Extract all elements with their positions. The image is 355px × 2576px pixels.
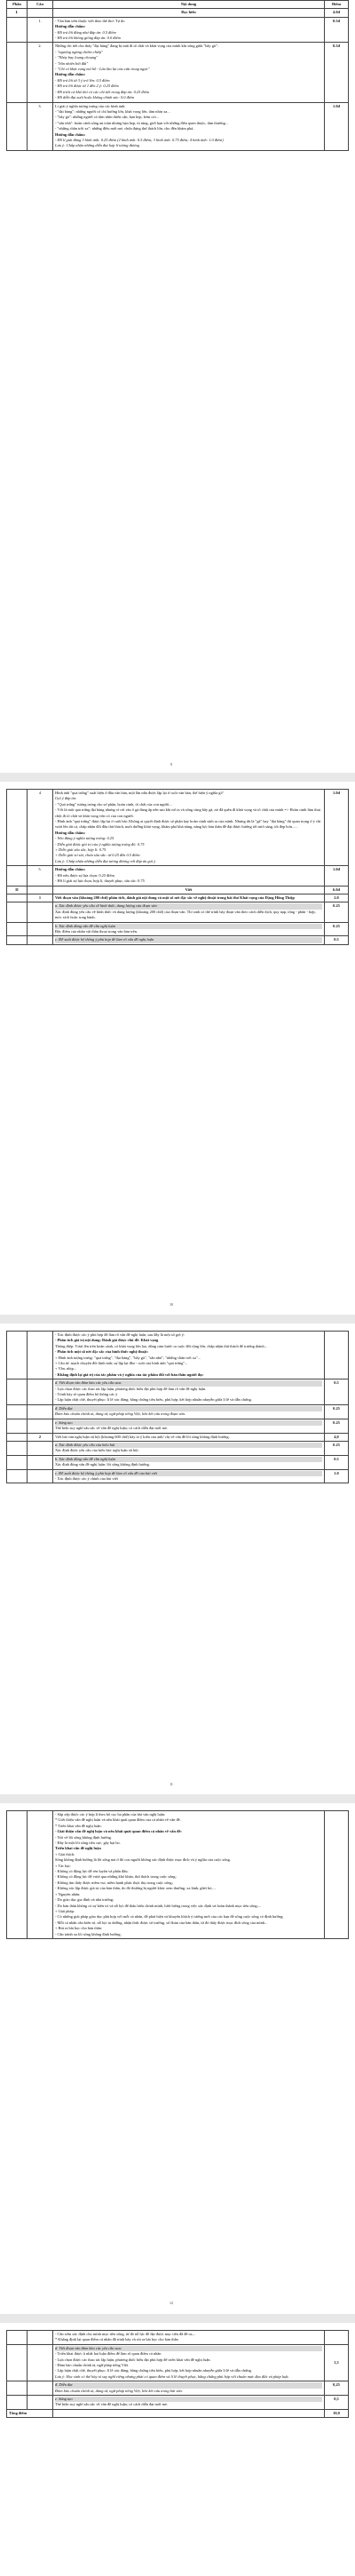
criterion-content bbox=[53, 1441, 325, 1455]
criterion-row bbox=[7, 1419, 349, 1433]
criterion-detail: - Trình bày rõ quan điểm hệ thống các ý bbox=[55, 1392, 118, 1397]
criterion-detail: - Lập luận chặt chẽ, thuyết phục: lí lẽ xác đáng; bằng chứng tiêu biểu, phù hợp; kết hợp nhuần nhuyễn giữa lí lẽ và dẫn chứng. bbox=[55, 2368, 252, 2373]
criterion-detail: Đặc điểm của nhân vật thần thoại trong văn bản trên. bbox=[55, 928, 138, 934]
answer-line: Lí giải ý nghĩa tượng trưng của các hình ảnh: bbox=[55, 103, 126, 108]
answer-line: Hình ảnh "quả trứng" xuất hiện ở đầu văn bản, một lần nữa được lặp lại ở cuối văn bản, thể hiện ý nghĩa gì? bbox=[55, 791, 224, 795]
criterion-title: e. Sáng tạo bbox=[55, 1420, 322, 1426]
outline-line: + Tác hại: bbox=[55, 1863, 71, 1868]
page-3 bbox=[0, 1324, 355, 1794]
answer-line: - "những chân trời xa": những điều mới mẻ, chứa đựng thử thách lớn, cho đến khám phá.. bbox=[55, 126, 195, 131]
outline-line: * Khẳng định lại quan điểm cá nhân đã trình bày và rút ra bài học cho bản thân bbox=[55, 2337, 178, 2342]
question-content bbox=[53, 102, 325, 150]
total-row bbox=[7, 2409, 349, 2417]
question-content bbox=[53, 790, 325, 866]
criterion-content bbox=[53, 902, 325, 922]
guide-title: Hướng dẫn chấm: bbox=[55, 24, 86, 29]
criterion-score: 0.25 bbox=[325, 922, 349, 936]
criterion-content bbox=[53, 1404, 325, 1419]
page-number: 12 bbox=[170, 2301, 173, 2305]
page-number: 11 bbox=[170, 1782, 173, 1786]
criterion-score: 0.5 bbox=[325, 1379, 349, 1405]
question-number: 5. bbox=[28, 866, 53, 886]
question-row bbox=[7, 790, 349, 866]
question-score: 1.0đ bbox=[325, 790, 349, 866]
guide-line: + Diễn giải sơ sài, chưa sâu sắc: từ 0.25 đến 0.5 điểm bbox=[55, 853, 140, 858]
criterion-score: 0.25 bbox=[325, 902, 349, 922]
question-score: 0.5đ bbox=[325, 17, 349, 43]
criterion-detail: - Lựa chọn được các thao tác lập luận, phương thức biểu đạt phù hợp để làm rõ vấn đề nghị luận. bbox=[55, 1386, 207, 1391]
question-number: 4 bbox=[28, 790, 53, 866]
criterion-note: Lưu ý: Học sinh có thể bày tỏ suy nghĩ riêng nhưng phải có quan điểm và lí lẽ thuyết phục, bằng chứng phù hợp với chuẩn mực đạo đức và pháp luật. bbox=[55, 2373, 289, 2379]
criterion-detail: Thể hiện suy nghĩ sâu sắc về vấn đề nghị luận; có cách diễn đạt mới mẻ. bbox=[55, 1426, 169, 1431]
outline-line: - Giải thiệu vấn đề nghị luận và nêu khái quát quan điểm cá nhân về vấn đề: bbox=[55, 1829, 182, 1834]
criterion-score: 0.25 bbox=[325, 1419, 349, 1433]
question-score: 0.5đ bbox=[325, 43, 349, 102]
outline-line: - Cần sớm xác định cho mình mục tiêu sống, từ đó nỗ lực để đạt được mục tiêu đã đề ra;... bbox=[55, 2332, 196, 2336]
criterion-content bbox=[53, 1455, 325, 1469]
guide-title: Hướng dẫn chấm: bbox=[55, 867, 86, 872]
criterion-score: 0,5 bbox=[325, 2396, 349, 2410]
question-row bbox=[7, 1433, 349, 1441]
criterion-detail: Xác định đúng vấn đề nghị luận: lối sống không định hướng. bbox=[55, 1462, 150, 1467]
criterion-row bbox=[7, 1379, 349, 1405]
guide-line: - HS trả lời từ 3 ý trở lên: 0.5 điểm bbox=[55, 77, 110, 83]
section-part: II bbox=[7, 886, 28, 894]
guide-line: + Diễn giải sâu sắc, hợp lí: 0.75 bbox=[55, 847, 106, 853]
outline-line: - Khẳng định lại giá trị của tác phẩm và ý nghĩa của tác phẩm đối với bản thân người đọc bbox=[55, 1371, 204, 1377]
answer-line: Những chi tiết cho thấy "đại hàng" đang bị mất đi tố chất và khát vọng của mình khi sống giữa "bầy gà": bbox=[55, 44, 218, 49]
section-row bbox=[7, 9, 349, 17]
outline-line: + Giải thích: bbox=[55, 1851, 75, 1856]
guide-line: Lưu ý: Chấp nhận những diễn đạt tương đương với đáp án gợi ý bbox=[55, 858, 156, 863]
question-content bbox=[53, 17, 325, 43]
criterion-detail: Xác định đúng yêu cầu về hình thức và dung lượng (khoảng 200 chữ) của đoạn văn. Thí sinh có thể trình bày đoạn văn theo cách diễn dịch, quy nạp, tổng - phân - hợp, móc xích hoặc song hành. bbox=[55, 909, 316, 920]
section-title: Viết bbox=[53, 886, 325, 894]
guide-title: Hướng dẫn chấm: bbox=[55, 131, 86, 137]
total-label: Tổng điểm bbox=[7, 2409, 53, 2417]
criterion-row bbox=[7, 1455, 349, 1469]
outline-line: - Không xác lập được giá trị của bản thân, do đó thường bị người khác xem thường, xa lánh, ghét bỏ;... bbox=[55, 1886, 216, 1891]
criterion-content bbox=[53, 1469, 325, 1483]
page-2 bbox=[0, 782, 355, 1315]
answer-line: - "Nhảy bay loạng choạng" bbox=[55, 55, 99, 60]
criterion-detail: - Xác định được các ý chính của bài viết bbox=[55, 1475, 118, 1481]
outline-line: - Không có động lực để vượt qua những khó khăn, thử thách trong cuộc sống; bbox=[55, 1874, 177, 1880]
criterion-row bbox=[7, 936, 349, 944]
answer-line: - "ngượng ngùng chiêm chiếp" bbox=[55, 49, 104, 54]
answer-line: - "Chỉ có khát vọng mơ hồ - Lâu lâu lại của cửa trong ngực" bbox=[55, 67, 150, 72]
criterion-content bbox=[53, 2381, 325, 2396]
answer-line: Gợi ý đáp án: bbox=[55, 796, 77, 801]
criterion-content bbox=[53, 1332, 325, 1379]
criterion-content bbox=[53, 922, 325, 936]
score-table bbox=[6, 2330, 349, 2418]
section-score: 4.0đ bbox=[325, 9, 349, 17]
table-header bbox=[7, 1, 349, 9]
criterion-detail: - Đảm bảo chuẩn chính tả, ngữ pháp tiếng Việt. bbox=[55, 2363, 130, 2368]
guide-line: - HS lí giải sự lựa chọn, hợp lí, thuyết phục, sâu sắc: 0.75 bbox=[55, 879, 145, 884]
section-part: I. bbox=[7, 9, 28, 17]
criterion-row bbox=[7, 2396, 349, 2410]
outline-line: - Xác định được các ý phù hợp để làm rõ vấn đề nghị luận, sau đây là một số gợi ý: bbox=[55, 1332, 185, 1337]
page-5 bbox=[0, 2323, 355, 2576]
criterion-content bbox=[53, 1419, 325, 1433]
outline-line: - Cần tránh xa lối sống không định hướng; bbox=[55, 1931, 122, 1936]
guide-line: - HS trả lời đúng như đáp án: 0.5 điểm bbox=[55, 29, 116, 35]
criterion-content bbox=[53, 2344, 325, 2381]
outline-line: + Rút ra bài học cho bản thân: bbox=[55, 1926, 103, 1931]
page-4 bbox=[0, 1803, 355, 2314]
section-row bbox=[7, 886, 349, 894]
question-score: 4,0 bbox=[325, 1433, 349, 1441]
outline-line: * Triển khai vấn đề nghị luận: bbox=[55, 1823, 102, 1828]
criterion-title: b. Xác định đúng vấn đề cần nghị luận bbox=[55, 924, 322, 929]
section-title: Đọc hiểu bbox=[53, 9, 325, 17]
guide-line: - HS trả lời được từ 1 đến 2 ý: 0.25 điểm bbox=[55, 83, 119, 89]
outline-line: + Giải pháp: bbox=[55, 1908, 75, 1913]
criterion-title: c. Đề xuất được hệ thống ý phù hợp để làm rõ vấn đề nghị luận bbox=[55, 937, 322, 942]
answer-line: - "hồn nhiên bới đất" bbox=[55, 60, 89, 66]
criterion-row bbox=[7, 902, 349, 922]
guide-line: - Diễn giải được giá trị của ý nghĩa tượng trưng đó: 0.75 bbox=[55, 841, 145, 847]
guide-line: - HS lí giải đúng 3 hình ảnh: 0.25 điểm (2 hình ảnh: 0.5 điểm; 3 hình ảnh: 0.75 điểm; 4 hình ảnh: 1.0 điểm) bbox=[55, 137, 224, 142]
outline-line: - Sắp xếp được các ý hợp lí theo bố cục ba phần của bài văn nghị luận: bbox=[55, 1812, 166, 1817]
guide-line: - HS trả lời không giống đáp án: 0.0 điểm bbox=[55, 36, 121, 41]
question-number: 2. bbox=[28, 43, 53, 102]
question-content bbox=[53, 43, 325, 102]
answer-line: - "bầy gà": những người có tầm nhìn thiển cận, hạn hẹp, kém cỏi... bbox=[55, 115, 159, 120]
outline-line: Sống không định hướng là lối sống mà ở đó con người không xác định được mục đích và ý nghĩa của cuộc sống. bbox=[55, 1857, 231, 1863]
guide-line: - HS nêu được sự lựa chọn: 0.25 điểm bbox=[55, 872, 114, 878]
criterion-score: 0.5 bbox=[325, 1455, 349, 1469]
outline-line: - Mỗi cá nhân cần kiên trì, nỗ lực tu dưỡng, nhận thức được sở trường, sở đoản của bản thân, từ đó thấy được mục đích sống của mình... bbox=[55, 1920, 268, 1925]
question-number: 2 bbox=[28, 1433, 53, 1441]
score-table bbox=[6, 0, 349, 151]
outline-line: - Không tìm thấy được niềm vui, niềm hạnh phúc thực thụ trong cuộc sống; bbox=[55, 1880, 173, 1885]
criterion-row bbox=[7, 1332, 349, 1379]
criterion-content bbox=[53, 936, 325, 944]
outline-line: - Phân tích giá trị nội dung: Đánh giá được chủ đề: Khát vọng bbox=[55, 1338, 159, 1343]
criterion-row bbox=[7, 1811, 349, 1939]
guide-line: - HS diễn đạt xuôi hoặc không chính xác: 0.0 điểm bbox=[55, 95, 135, 100]
criterion-score: 0.25 bbox=[325, 1441, 349, 1455]
criterion-detail: - Triển khai được ít nhất hai luận điểm để làm rõ quan điểm cá nhân bbox=[55, 2351, 162, 2357]
guide-line: Lưu ý: Chấp nhận những diễn đạt hợp lí tương đương bbox=[55, 143, 139, 148]
criterion-detail: - Lập luận chặt chẽ, thuyết phục: lí lẽ xác đáng; bằng chứng tiêu biểu, phù hợp; kết hợp nhuần nhuyễn giữa lí lẽ và dẫn chứng. bbox=[55, 1397, 252, 1403]
page-number: 10 bbox=[170, 1302, 173, 1307]
criterion-title: d. Viết đoạn văn đảm bảo các yêu cầu sau: bbox=[55, 1380, 322, 1386]
outline-line: - Không có động lực để rèn luyện và phấn đấu; bbox=[55, 1869, 129, 1874]
criterion-content bbox=[53, 1811, 325, 1939]
outline-line: - Đây là một lối sống tiêu cực, gây hại bo. bbox=[55, 1841, 121, 1846]
criterion-score: 0,25 bbox=[325, 2381, 349, 2396]
outline-line: + Hình ảnh tượng trưng: "quả trứng", "đại bàng", "bầy gà", "sân nhà", "những chân trời xa"... bbox=[55, 1355, 201, 1360]
question-score: 1.0đ bbox=[325, 102, 349, 150]
outline-line: * Giới thiệu vấn đề nghị luận và nêu khái quát quan điểm của cá nhân về vấn đề. bbox=[55, 1817, 181, 1823]
answer-line: - Hình ảnh "quả trứng" được lặp lại ở cuối bài: Không ai quyết định được số phận hay hoàn cảnh sinh ra của mình. Nhưng dù là "gà" hay "đại bàng" thì quan trọng ở ý chí vượt lên tất cả, chấp nhận đổi đầu thử thách, nuôi dưỡng khát vọng, khám phá khả năng, năng lực bản thân để đạt được hướng tới tươi sáng, tốt đẹp hơn...... bbox=[55, 819, 321, 830]
total-score: 10,0 bbox=[325, 2409, 349, 2417]
criterion-row bbox=[7, 1441, 349, 1455]
criterion-title: a. Xác định được yêu cầu về hình thức, dung lượng của đoạn văn bbox=[55, 903, 322, 909]
criterion-score: 1,5 bbox=[325, 2344, 349, 2381]
criterion-score: 0.5 bbox=[325, 936, 349, 944]
criterion-title: d. Viết đoạn văn đảm bảo các yêu cầu sau: bbox=[55, 2346, 322, 2351]
page-1 bbox=[0, 0, 355, 773]
criterion-row bbox=[7, 922, 349, 936]
question-number: 1. bbox=[28, 17, 53, 43]
answer-line: - Văn bản trên thuộc viết theo thể thơ: Tự do bbox=[55, 18, 125, 23]
criterion-title: đ. Diễn đạt bbox=[55, 1406, 322, 1411]
question-content bbox=[53, 866, 325, 886]
criterion-title: đ. Diễn đạt bbox=[55, 2382, 322, 2388]
criterion-detail: Xác định được yêu cầu của kiểu bài: nghị luận xã hội. bbox=[55, 1448, 139, 1453]
outline-line: + Câu từ: mạch chuyện đối hình ảnh; sự lặp lại đầu - cuối của hình ảnh "quả trứng"... bbox=[55, 1361, 188, 1366]
answer-line: - "sân nhà": hoàn cảnh sống an toàn nhưng hạn hẹp, tù túng, giới hạn với những điều quen thuộc, tầm thường... bbox=[55, 120, 229, 125]
answer-line: - "Quả trứng" tượng trưng cho sở phận, hoàn cảnh, tố chất của con người... bbox=[55, 801, 172, 807]
criterion-title: a. Xác định được yêu cầu của kiểu bài bbox=[55, 1443, 322, 1448]
criterion-score: 0.25 bbox=[325, 1404, 349, 1419]
outline-line: - Phân tích một số nét đặc sắc của hình thức nghệ thuật: bbox=[55, 1349, 149, 1355]
header-question: Câu bbox=[28, 1, 53, 9]
criterion-row bbox=[7, 2344, 349, 2381]
outline-line: - Có những giải pháp giáo dục phù hợp với mỗi cá nhân, để phát hiện và khuyến khích ý tưởng mới của các bạn để sống cuộc sống có định hướng; bbox=[55, 1914, 284, 1920]
header-score: Điểm bbox=[325, 1, 349, 9]
outline-line: + Nguyên nhân: bbox=[55, 1891, 81, 1896]
criterion-content bbox=[53, 1379, 325, 1405]
outline-line: - Do giáo dục gia đình và nhà trường; bbox=[55, 1897, 114, 1903]
guide-title: Hướng dẫn chấm: bbox=[55, 72, 86, 77]
criterion-row bbox=[7, 2381, 349, 2396]
question-number: 3. bbox=[28, 102, 53, 150]
answer-line: - "đại bàng": những người có chí hướng lớn, khát vọng lớn, tầm nhìn xa... bbox=[55, 108, 170, 114]
guide-line: - Nêu đúng ý nghĩa tượng trưng: 0.25 bbox=[55, 836, 114, 841]
score-table bbox=[6, 789, 349, 945]
question-row bbox=[7, 866, 349, 886]
criterion-row bbox=[7, 1404, 349, 1419]
outline-line: - Nói về lối sống không định hướng. bbox=[55, 1834, 112, 1840]
section-score: 6.0đ bbox=[325, 886, 349, 894]
question-title: Viết bài văn nghị luận xã hội (khoảng 600 chữ) bày tỏ ý kiến của anh/ chị về vấn đề lối sống không định hướng. bbox=[53, 1433, 325, 1441]
header-content: Nội dung bbox=[53, 1, 325, 9]
header-part: Phần bbox=[7, 1, 28, 9]
question-row bbox=[7, 894, 349, 902]
criterion-score: 1.0 bbox=[325, 1469, 349, 1483]
score-table bbox=[6, 1331, 349, 1483]
criterion-content bbox=[53, 2331, 325, 2345]
criterion-detail: Đảm bảo chuẩn chính tả, dùng từ, ngữ pháp tiếng Việt, liên kết câu trong bài văn. bbox=[55, 2388, 183, 2393]
question-number: 1 bbox=[28, 894, 53, 902]
criterion-content bbox=[53, 2396, 325, 2410]
criterion-row bbox=[7, 1469, 349, 1483]
question-score: 1.0đ bbox=[325, 866, 349, 886]
guide-line: - HS trích cả khổ thơ có các chi tiết trong đáp án: 0.25 điểm bbox=[55, 89, 149, 94]
question-row bbox=[7, 43, 349, 102]
criterion-title: c. Đề xuất được hệ thống ý phù hợp để làm rõ vấn đề của bài viết bbox=[55, 1471, 322, 1476]
question-title: Viết đoạn văn (khoảng 200 chữ) phân tích, đánh giá nội dung và một số nét đặc sắc về nghệ thuật trong bài thơ Khát vọng của Đặng Hồng Thiệp bbox=[53, 894, 325, 902]
page-number: 9 bbox=[170, 762, 172, 767]
question-score: 2.0 bbox=[325, 894, 349, 902]
criterion-row bbox=[7, 2331, 349, 2345]
criterion-detail: Thể hiện suy nghĩ sâu sắc về vấn đề nghị luận; có cách diễn đạt mới mẻ. bbox=[55, 2402, 169, 2407]
outline-line: + Vần, nhịp... bbox=[55, 1366, 77, 1371]
answer-line: - Với là một quả trứng đại bàng nhưng vì rơi vào ổ gà đang ấp nên sau khi nở ra và sống cùng bầy gà, nó đã quên đi khát vọng và tố chất của mình => Hoàn cảnh làm thui chột đi tố chất và khát vọng vốn có của con người. bbox=[55, 807, 320, 818]
criterion-detail: Đảm bảo chuẩn chính tả, dùng từ, ngữ pháp tiếng Việt, liên kết câu trong đoạn văn. bbox=[55, 1411, 185, 1417]
question-row bbox=[7, 17, 349, 43]
criterion-title: e. Sáng tạo bbox=[55, 2397, 322, 2402]
criterion-title: b. Xác định đúng vấn đề cần nghị luận bbox=[55, 1457, 322, 1462]
question-row bbox=[7, 102, 349, 150]
score-table bbox=[6, 1810, 349, 1939]
outline-line: Thông điệp: Vượt lên trên hoàn cảnh, có khát vọng lớn lao, dũng cảm bước ra cuộc đời rộng lớn, chấp nhận thử thách để trưởng thành... bbox=[55, 1343, 267, 1348]
outline-line: - Do bản thân không có sự kiên trì và nỗ lực để thấu hiểu chính mình, lười biếng trong việc xác định và hoàn thành mục tiêu sống;... bbox=[55, 1903, 262, 1908]
guide-title: Hướng dẫn chấm: bbox=[55, 830, 86, 835]
criterion-detail: - Lựa chọn được các thao tác lập luận, phương thức biểu đạt phù hợp để triển khai vấn đề nghị luận. bbox=[55, 2357, 211, 2362]
outline-line: Triển khai vấn đề nghị luận bbox=[55, 1846, 101, 1851]
